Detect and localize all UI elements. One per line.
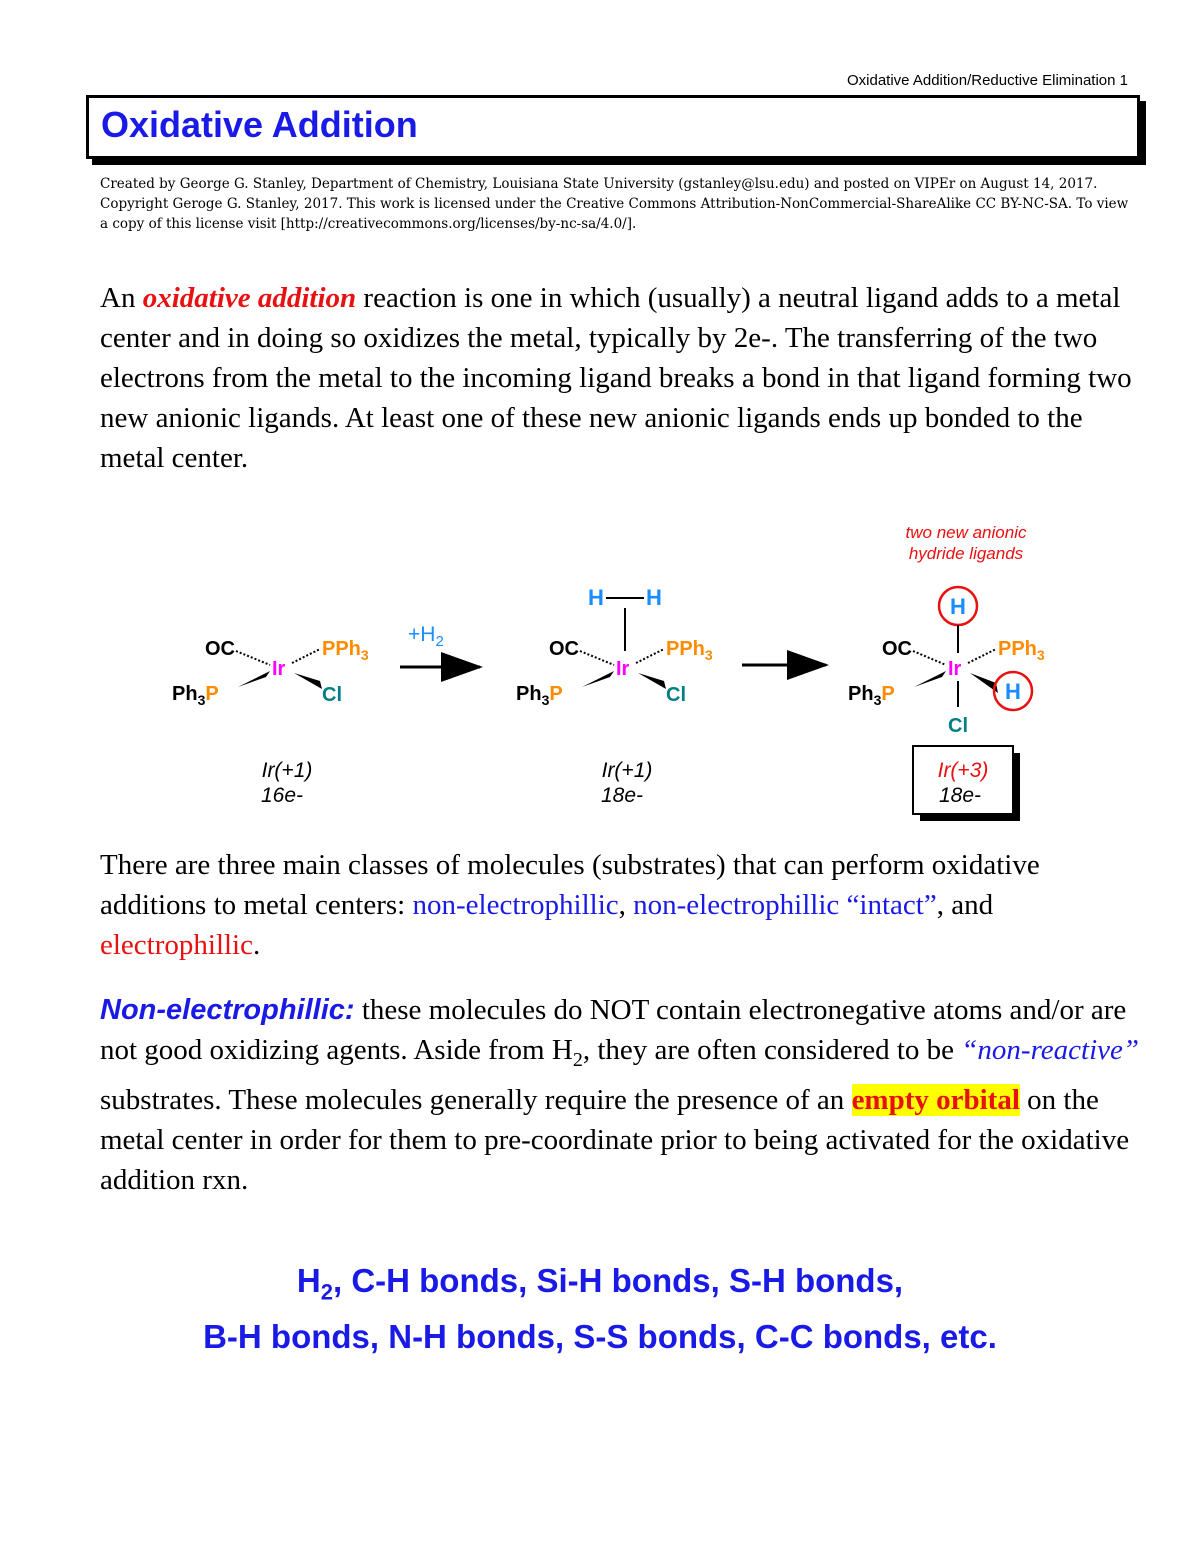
empty-orbital-highlight: empty orbital — [851, 1083, 1020, 1116]
non-electrophillic-heading: Non-electrophillic: — [100, 994, 355, 1026]
complex-2 — [516, 585, 713, 807]
intro-paragraph — [100, 278, 1140, 478]
class-intact: non-electrophillic “intact” — [633, 889, 937, 921]
pph3-ligand: PPh$_3$ — [998, 638, 1045, 663]
page-title: Oxidative Addition — [101, 104, 418, 145]
ox-state-3: Ir(+3) — [937, 759, 989, 782]
ox-state-2: Ir(+1) — [601, 759, 653, 782]
hydride-side: H — [1005, 679, 1021, 704]
running-header: Oxidative Addition/Reductive Elimination 1 — [847, 72, 1128, 89]
h-atom: H — [588, 585, 604, 610]
iridium-center: Ir — [272, 658, 286, 680]
ph3p-ligand: $Ph_3P$ — [172, 683, 219, 708]
co-ligand: OC — [205, 638, 235, 660]
non-reactive-quote: “non-reactive” — [961, 1034, 1140, 1066]
ox-state-1: Ir(+1) — [261, 759, 313, 782]
co-ligand: OC — [549, 638, 579, 660]
electron-count-2: 18e- — [600, 784, 644, 807]
classes-paragraph: There are three main classes of molecules (substrates) that can perform oxidative additions to metal centers: non-electrophillic, non-electrophillic “intact”, and electrophillic. — [100, 849, 1040, 961]
cl-ligand: Cl — [666, 684, 686, 706]
co-ligand: OC — [882, 638, 912, 660]
electron-count-3: 18e- — [938, 784, 982, 807]
examples-line-2: B-H bonds, N-H bonds, S-S bonds, C-C bonds, etc. — [203, 1318, 997, 1355]
complex-3 — [848, 587, 1045, 821]
reaction-scheme — [0, 515, 1200, 835]
annotation-line-1: two new anionic — [905, 523, 1027, 542]
credit-text: Created by George G. Stanley, Department of Chemistry, Louisiana State University (gstanley@lsu.edu) and posted on VIPEr on August 14, 2017. Copyright Geroge G. Stanley, 2017. This work is licensed under the Creative Commons Attribution-NonCommercial-ShareAlike CC BY-NC-SA. To view a copy of this license visit [http://creativecommons.org/licenses/by-nc-sa/4.0/]. — [100, 176, 1129, 232]
h-atom: H — [646, 585, 662, 610]
intro-term: oxidative addition — [142, 282, 357, 314]
class-electrophillic: electrophillic — [100, 929, 253, 961]
ph3p-ligand: $Ph_3P$ — [516, 683, 563, 708]
annotation-line-2: hydride ligands — [908, 544, 1024, 563]
pph3-ligand: PPh$_3$ — [666, 638, 713, 663]
hydride-top: H — [950, 594, 966, 619]
electron-count-1: 16e- — [260, 784, 304, 807]
examples-line-1: $H_2$, C-H bonds, Si-H bonds, S-H bonds, — [296, 1262, 904, 1305]
iridium-center: Ir — [616, 658, 630, 680]
title-box — [86, 95, 1140, 159]
intro-post: reaction is one in which (usually) a neutral ligand adds to a metal center and in doing so oxidizes the metal, typically by 2e-. The transferring of the two electrons from the metal to the incoming ligand breaks a bond in that ligand forming two new anionic ligands. At least one of these new anionic ligands ends up bonded to the metal center. — [100, 282, 1132, 474]
classes-pre: There are three main classes of molecules (substrates) that can perform oxidative additions to metal centers: — [100, 849, 1040, 921]
cl-ligand: Cl — [322, 684, 342, 706]
h2-reagent: $+H_2$ — [408, 623, 444, 650]
ph3p-ligand: $Ph_3P$ — [848, 683, 895, 708]
non-electrophillic-paragraph: Non-electrophillic: these molecules do NOT contain electronegative atoms and/or are not good oxidizing agents. Aside from $H_2$, they are often considered to be “non-reactive” substrates. These molecules generally require the presence of an empty orbital on the metal center in order for them to pre-coordinate prior to being activated for the oxidative addition rxn. — [100, 994, 1140, 1196]
iridium-center: Ir — [948, 658, 962, 680]
cl-ligand: Cl — [948, 715, 968, 737]
class-non-electrophillic: non-electrophillic — [412, 889, 619, 921]
pph3-ligand: PPh$_3$ — [322, 638, 369, 663]
complex-1 — [172, 638, 369, 807]
intro-pre: An — [100, 282, 143, 314]
